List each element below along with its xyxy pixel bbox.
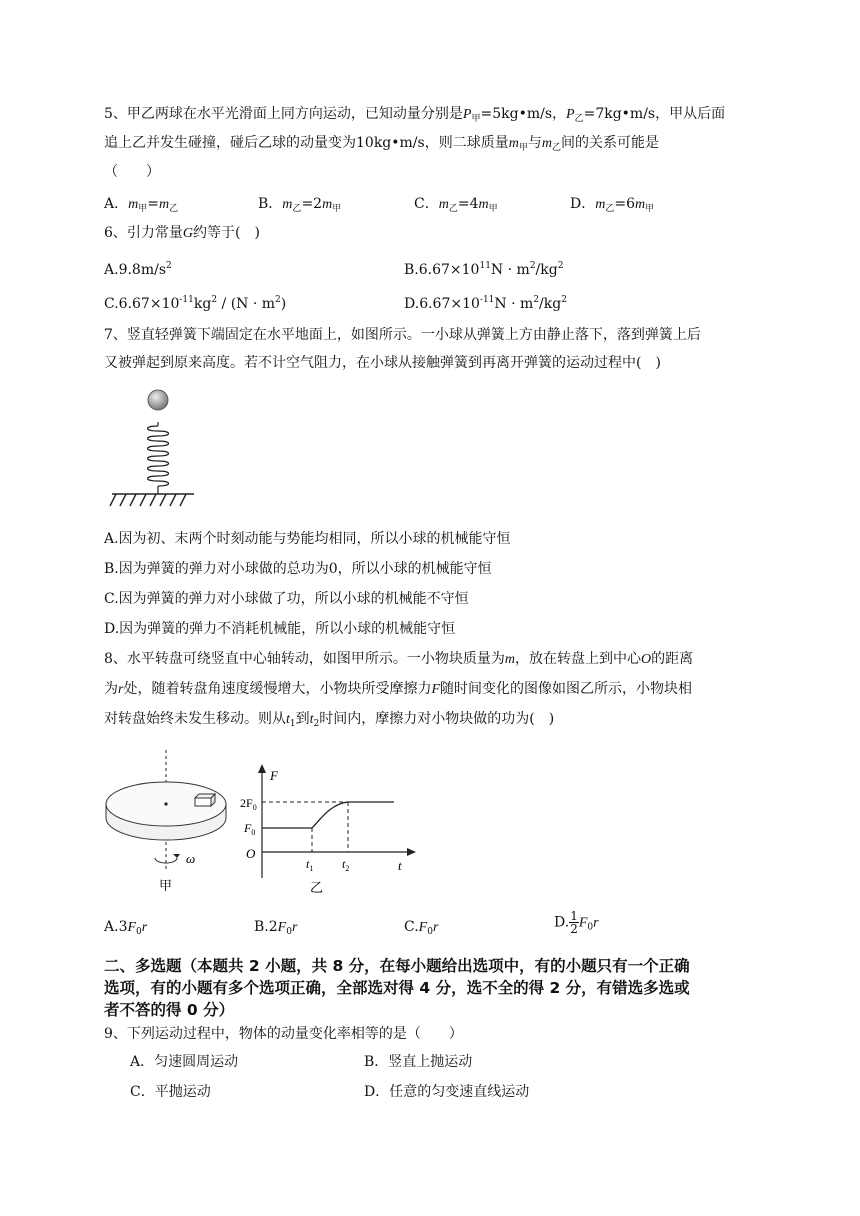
q9-option-b[interactable]: B．竖直上抛运动 (364, 1054, 473, 1070)
ground (110, 494, 194, 506)
omega-label: ω (186, 851, 196, 866)
q8-option-a[interactable]: $A.3F_0r$ (104, 919, 148, 937)
q5-stem-line-2: 追上乙并发生碰撞，碰后乙球的动量变为10kg•m/s，则二球质量$m_甲$与$m_乙$间的关系可能是 (104, 135, 659, 153)
spring-ball-figure (108, 386, 204, 510)
q8-stem-line-1: 8、水平转盘可绕竖直中心轴转动，如图甲所示。一小物块质量为m，放在转盘上到中心O的距离 (104, 651, 694, 667)
two-f0-label: $2F_0$ (240, 796, 257, 812)
q6-stem: 6、引力常量G约等于( ) (104, 225, 260, 241)
q7-option-c[interactable]: C.因为弹簧的弹力对小球做了功，所以小球的机械能不守恒 (104, 591, 469, 607)
q6-option-c[interactable]: $C.6.67\times 10^{-11}kg^2 / (N \cdot m^2)$ (104, 295, 287, 312)
q9-option-d[interactable]: D．任意的匀变速直线运动 (364, 1084, 530, 1100)
ball (148, 390, 168, 410)
f0-label: $F_0$ (244, 821, 256, 837)
turntable-figure (100, 746, 240, 896)
q6-option-d[interactable]: $D.6.67\times 10^{-11}N \cdot m^2/kg^2$ (404, 295, 567, 312)
q7-option-d[interactable]: D.因为弹簧的弹力不消耗机械能，所以小球的机械能守恒 (104, 621, 456, 637)
q8-option-c[interactable]: $C.F_0r$ (404, 919, 439, 937)
fig-jia-caption: 甲 (159, 878, 173, 893)
center-o (164, 802, 167, 805)
t1-label: $t_1$ (306, 857, 314, 873)
section2-heading-line-2: 选项，有的小题有多个选项正确，全部选对得 4 分，选不全的得 2 分，有错选多选或 (104, 979, 690, 997)
q7-stem-line-2: 又被弹起到原来高度。若不计空气阻力，在小球从接触弹簧到再离开弹簧的运动过程中( ) (104, 355, 661, 371)
q8-stem-line-2: 为r处，随着转盘角速度缓慢增大，小物块所受摩擦力F随时间变化的图像如图乙所示，小物块相 (104, 681, 693, 697)
q5-option-a[interactable]: A．$m_甲=m_乙$ (104, 196, 179, 214)
section2-heading-line-1: 二、多选题（本题共 2 小题，共 8 分，在每小题给出选项中，有的小题只有一个正确 (104, 957, 690, 975)
q5-answer-bracket: （ ） (104, 164, 160, 180)
q9-option-a[interactable]: A．匀速圆周运动 (130, 1054, 239, 1070)
q5-option-d[interactable]: D．$m_乙=6m_甲$ (570, 196, 655, 214)
force-curve (262, 802, 394, 828)
q7-option-b[interactable]: B.因为弹簧的弹力对小球做的总功为0，所以小球的机械能守恒 (104, 561, 492, 577)
x-axis-label: t (398, 858, 402, 873)
q5-stem-line-1: 5、甲乙两球在水平光滑面上同方向运动，已知动量分别是$P_甲=5kg•m/s$，$P_乙=7kg•m/s$，甲从后面 (104, 106, 726, 124)
t2-label: $t_2$ (342, 857, 350, 873)
q8-option-d[interactable]: D. $\frac{1}{2}$ $F_0r$ (554, 909, 599, 936)
origin-label: O (246, 846, 256, 861)
section2-heading-line-3: 者不答的得 0 分） (104, 1001, 235, 1019)
q8-option-b[interactable]: $B.2F_0r$ (254, 919, 298, 937)
block (195, 794, 215, 806)
fig-yi-caption: 乙 (310, 880, 324, 895)
q6-option-b[interactable]: $B.6.67\times 10^{11}N \cdot m^2/kg^2$ (404, 261, 564, 278)
q8-stem-line-3: 对转盘始终未发生移动。则从$t_1$到$t_2$时间内，摩擦力对小物块做的功为( ) (104, 711, 555, 729)
q7-stem-line-1: 7、竖直轻弹簧下端固定在水平地面上，如图所示。一小球从弹簧上方由静止落下，落到弹簧上后 (104, 327, 701, 343)
spring (148, 422, 169, 494)
q9-stem: 9、下列运动过程中，物体的动量变化率相等的是（ ） (104, 1026, 463, 1042)
q5-option-c[interactable]: C．$m_乙=4m_甲$ (414, 196, 498, 214)
fraction-half: $\frac{1}{2}$ (570, 909, 578, 936)
q7-option-a[interactable]: A.因为初、末两个时刻动能与势能均相同，所以小球的机械能守恒 (104, 531, 511, 547)
q9-option-c[interactable]: C．平抛运动 (130, 1084, 211, 1100)
y-axis-label: F (270, 768, 278, 783)
q6-option-a[interactable]: $A.9.8m/s^2$ (104, 261, 172, 278)
q5-option-b[interactable]: B．$m_乙=2m_甲$ (258, 196, 342, 214)
force-time-graph (238, 760, 428, 898)
